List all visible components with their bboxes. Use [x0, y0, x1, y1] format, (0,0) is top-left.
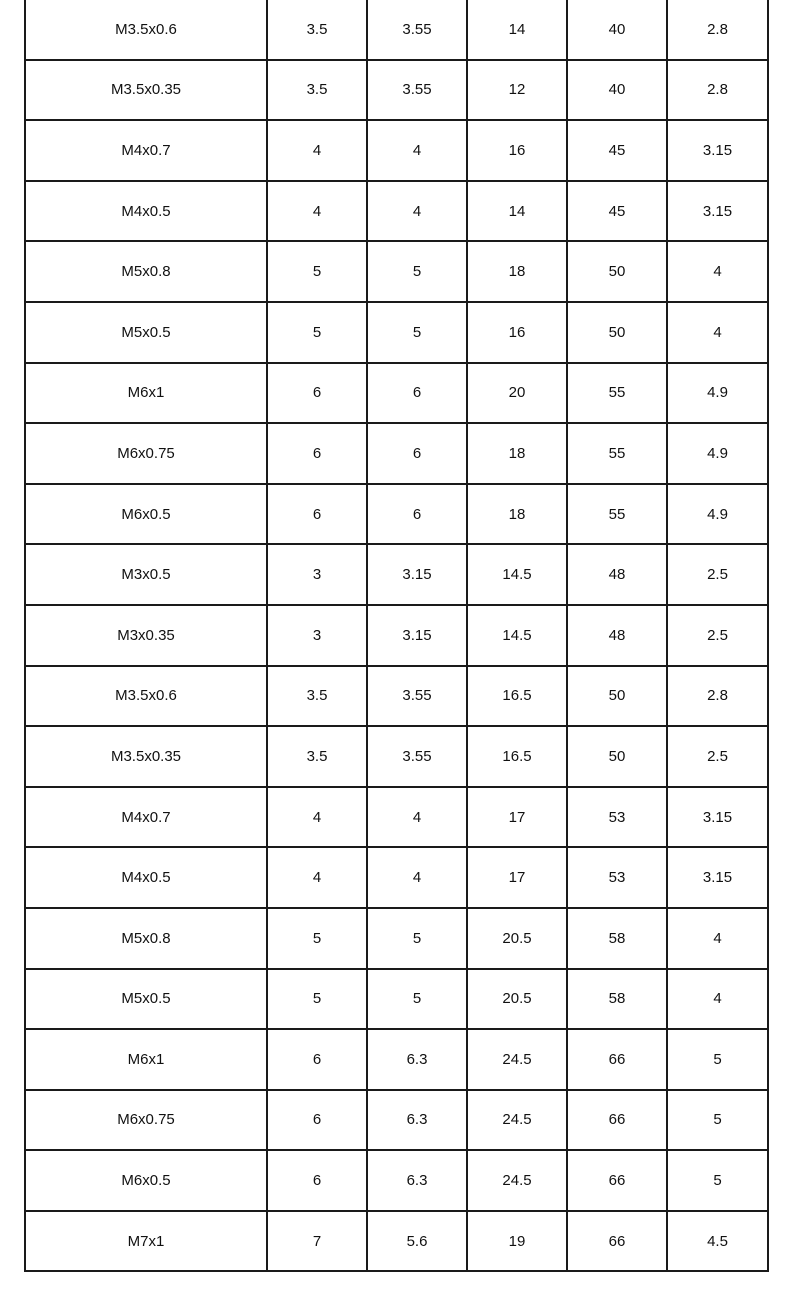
- value-cell: 66: [567, 1150, 667, 1211]
- thread-size-cell: M3x0.35: [25, 605, 267, 666]
- value-cell: 50: [567, 241, 667, 302]
- thread-size-cell: M4x0.7: [25, 787, 267, 848]
- table-row: [25, 666, 768, 727]
- value-cell: 18: [467, 484, 567, 545]
- value-cell: 5: [267, 908, 367, 969]
- table-row: [25, 847, 768, 908]
- table-row: [25, 605, 768, 666]
- value-cell: 4: [267, 787, 367, 848]
- table-row: [25, 787, 768, 848]
- value-cell: 4: [667, 969, 768, 1030]
- thread-size-cell: M4x0.5: [25, 847, 267, 908]
- table-row: [25, 1150, 768, 1211]
- value-cell: 6.3: [367, 1029, 467, 1090]
- value-cell: 20.5: [467, 908, 567, 969]
- value-cell: 16: [467, 302, 567, 363]
- value-cell: 16.5: [467, 726, 567, 787]
- thread-size-cell: M6x1: [25, 1029, 267, 1090]
- value-cell: 55: [567, 484, 667, 545]
- table-row: [25, 726, 768, 787]
- value-cell: 4: [667, 302, 768, 363]
- value-cell: 66: [567, 1029, 667, 1090]
- value-cell: 17: [467, 847, 567, 908]
- thread-size-cell: M6x0.75: [25, 1090, 267, 1151]
- value-cell: 6: [267, 1150, 367, 1211]
- value-cell: 6.3: [367, 1090, 467, 1151]
- thread-size-cell: M6x0.5: [25, 1150, 267, 1211]
- value-cell: 2.5: [667, 605, 768, 666]
- table-row: [25, 908, 768, 969]
- value-cell: 50: [567, 726, 667, 787]
- thread-size-cell: M5x0.5: [25, 302, 267, 363]
- thread-size-cell: M3x0.5: [25, 544, 267, 605]
- thread-size-cell: M5x0.8: [25, 241, 267, 302]
- value-cell: 24.5: [467, 1029, 567, 1090]
- value-cell: 20: [467, 363, 567, 424]
- thread-spec-table-container: [24, 0, 767, 1272]
- value-cell: 5: [367, 241, 467, 302]
- table-row: [25, 1090, 768, 1151]
- thread-size-cell: M7x1: [25, 1211, 267, 1272]
- value-cell: 3: [267, 605, 367, 666]
- value-cell: 50: [567, 302, 667, 363]
- value-cell: 4: [367, 181, 467, 242]
- value-cell: 66: [567, 1211, 667, 1272]
- thread-size-cell: M5x0.8: [25, 908, 267, 969]
- value-cell: 6: [367, 423, 467, 484]
- value-cell: 5.6: [367, 1211, 467, 1272]
- thread-size-cell: M3.5x0.35: [25, 60, 267, 121]
- value-cell: 4.5: [667, 1211, 768, 1272]
- table-body: [25, 0, 768, 1271]
- value-cell: 5: [667, 1150, 768, 1211]
- value-cell: 16: [467, 120, 567, 181]
- value-cell: 3.5: [267, 726, 367, 787]
- table-row: [25, 0, 768, 60]
- value-cell: 4: [267, 847, 367, 908]
- thread-size-cell: M5x0.5: [25, 969, 267, 1030]
- value-cell: 66: [567, 1090, 667, 1151]
- value-cell: 12: [467, 60, 567, 121]
- value-cell: 14.5: [467, 544, 567, 605]
- thread-size-cell: M6x1: [25, 363, 267, 424]
- value-cell: 16.5: [467, 666, 567, 727]
- value-cell: 24.5: [467, 1150, 567, 1211]
- table-row: [25, 60, 768, 121]
- table-row: [25, 181, 768, 242]
- value-cell: 24.5: [467, 1090, 567, 1151]
- value-cell: 14.5: [467, 605, 567, 666]
- value-cell: 2.8: [667, 60, 768, 121]
- value-cell: 3.15: [667, 787, 768, 848]
- value-cell: 2.5: [667, 544, 768, 605]
- table-row: [25, 120, 768, 181]
- value-cell: 3.55: [367, 0, 467, 60]
- table-row: [25, 241, 768, 302]
- value-cell: 6: [267, 1029, 367, 1090]
- value-cell: 3.55: [367, 726, 467, 787]
- value-cell: 6: [367, 363, 467, 424]
- value-cell: 5: [367, 908, 467, 969]
- thread-size-cell: M6x0.5: [25, 484, 267, 545]
- value-cell: 3.5: [267, 60, 367, 121]
- value-cell: 4: [367, 787, 467, 848]
- value-cell: 4: [267, 120, 367, 181]
- table-row: [25, 302, 768, 363]
- value-cell: 2.8: [667, 666, 768, 727]
- table-row: [25, 1029, 768, 1090]
- value-cell: 6: [267, 423, 367, 484]
- value-cell: 6: [267, 484, 367, 545]
- table-row: [25, 363, 768, 424]
- value-cell: 3.15: [367, 544, 467, 605]
- value-cell: 4: [267, 181, 367, 242]
- value-cell: 40: [567, 60, 667, 121]
- value-cell: 45: [567, 120, 667, 181]
- value-cell: 5: [267, 969, 367, 1030]
- value-cell: 14: [467, 181, 567, 242]
- value-cell: 3.55: [367, 60, 467, 121]
- thread-size-cell: M3.5x0.6: [25, 666, 267, 727]
- value-cell: 4.9: [667, 484, 768, 545]
- value-cell: 3.5: [267, 666, 367, 727]
- value-cell: 5: [367, 969, 467, 1030]
- value-cell: 55: [567, 363, 667, 424]
- value-cell: 58: [567, 908, 667, 969]
- value-cell: 4.9: [667, 423, 768, 484]
- value-cell: 3: [267, 544, 367, 605]
- value-cell: 6: [367, 484, 467, 545]
- value-cell: 2.5: [667, 726, 768, 787]
- thread-spec-table: [24, 0, 769, 1272]
- value-cell: 20.5: [467, 969, 567, 1030]
- value-cell: 5: [267, 241, 367, 302]
- value-cell: 3.15: [667, 120, 768, 181]
- value-cell: 18: [467, 241, 567, 302]
- value-cell: 3.55: [367, 666, 467, 727]
- value-cell: 19: [467, 1211, 567, 1272]
- value-cell: 58: [567, 969, 667, 1030]
- thread-size-cell: M6x0.75: [25, 423, 267, 484]
- table-row: [25, 969, 768, 1030]
- value-cell: 7: [267, 1211, 367, 1272]
- value-cell: 53: [567, 847, 667, 908]
- value-cell: 4: [367, 120, 467, 181]
- table-row: [25, 544, 768, 605]
- value-cell: 6: [267, 363, 367, 424]
- value-cell: 40: [567, 0, 667, 60]
- value-cell: 3.15: [667, 181, 768, 242]
- value-cell: 5: [667, 1029, 768, 1090]
- value-cell: 3.5: [267, 0, 367, 60]
- value-cell: 45: [567, 181, 667, 242]
- thread-size-cell: M4x0.7: [25, 120, 267, 181]
- value-cell: 53: [567, 787, 667, 848]
- table-row: [25, 423, 768, 484]
- thread-size-cell: M3.5x0.35: [25, 726, 267, 787]
- value-cell: 55: [567, 423, 667, 484]
- value-cell: 4.9: [667, 363, 768, 424]
- value-cell: 3.15: [367, 605, 467, 666]
- value-cell: 3.15: [667, 847, 768, 908]
- value-cell: 18: [467, 423, 567, 484]
- table-row: [25, 484, 768, 545]
- thread-size-cell: M3.5x0.6: [25, 0, 267, 60]
- value-cell: 5: [267, 302, 367, 363]
- value-cell: 4: [667, 241, 768, 302]
- thread-size-cell: M4x0.5: [25, 181, 267, 242]
- value-cell: 50: [567, 666, 667, 727]
- value-cell: 17: [467, 787, 567, 848]
- value-cell: 2.8: [667, 0, 768, 60]
- value-cell: 4: [667, 908, 768, 969]
- table-row: [25, 1211, 768, 1272]
- value-cell: 6.3: [367, 1150, 467, 1211]
- value-cell: 6: [267, 1090, 367, 1151]
- value-cell: 5: [667, 1090, 768, 1151]
- value-cell: 48: [567, 544, 667, 605]
- value-cell: 4: [367, 847, 467, 908]
- value-cell: 48: [567, 605, 667, 666]
- value-cell: 14: [467, 0, 567, 60]
- value-cell: 5: [367, 302, 467, 363]
